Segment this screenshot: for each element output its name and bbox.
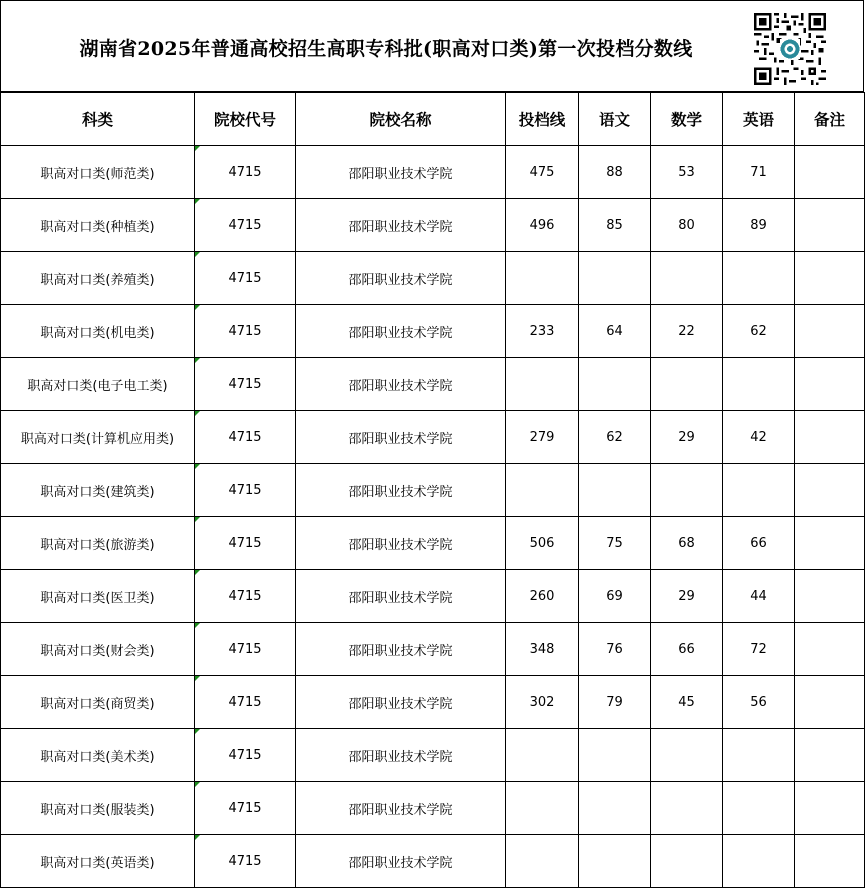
table-row	[1, 729, 865, 782]
cell-category: 职高对口类(计算机应用类)	[1, 411, 195, 464]
cell-school-name: 邵阳职业技术学院	[296, 199, 506, 252]
cell-category: 职高对口类(建筑类)	[1, 464, 195, 517]
cell-cutoff-score: 302	[506, 676, 579, 729]
cell-category: 职高对口类(养殖类)	[1, 252, 195, 305]
cell-school-code: 4715	[195, 464, 296, 517]
cell-cutoff-score: 260	[506, 570, 579, 623]
table-row	[1, 411, 865, 464]
cell-math: 53	[651, 146, 723, 199]
cell-english	[723, 729, 795, 782]
cell-category: 职高对口类(服装类)	[1, 782, 195, 835]
table-row	[1, 252, 865, 305]
cell-remark	[795, 623, 865, 676]
cell-english: 44	[723, 570, 795, 623]
cell-cutoff-score	[506, 782, 579, 835]
cell-chinese: 69	[579, 570, 651, 623]
cell-chinese: 75	[579, 517, 651, 570]
cell-cutoff-score	[506, 729, 579, 782]
cell-remark	[795, 252, 865, 305]
cell-english	[723, 358, 795, 411]
cell-school-name: 邵阳职业技术学院	[296, 252, 506, 305]
cell-chinese: 88	[579, 146, 651, 199]
title-banner	[0, 0, 864, 92]
cell-english: 71	[723, 146, 795, 199]
table-row	[1, 517, 865, 570]
header-english: 英语	[723, 93, 795, 146]
cell-remark	[795, 464, 865, 517]
cell-chinese	[579, 358, 651, 411]
cell-school-name: 邵阳职业技术学院	[296, 676, 506, 729]
cell-chinese: 64	[579, 305, 651, 358]
cell-chinese	[579, 835, 651, 888]
qr-code-icon[interactable]	[754, 13, 826, 85]
cell-category: 职高对口类(电子电工类)	[1, 358, 195, 411]
cell-math	[651, 782, 723, 835]
cell-school-code: 4715	[195, 411, 296, 464]
cell-school-code: 4715	[195, 252, 296, 305]
cell-cutoff-score	[506, 464, 579, 517]
cell-school-code: 4715	[195, 570, 296, 623]
cell-school-code: 4715	[195, 146, 296, 199]
cell-school-name: 邵阳职业技术学院	[296, 729, 506, 782]
cell-school-code: 4715	[195, 358, 296, 411]
cell-english	[723, 252, 795, 305]
table-row	[1, 146, 865, 199]
score-table	[0, 92, 865, 888]
cell-chinese: 62	[579, 411, 651, 464]
cell-remark	[795, 729, 865, 782]
cell-school-name: 邵阳职业技术学院	[296, 782, 506, 835]
cell-math	[651, 358, 723, 411]
cell-math: 80	[651, 199, 723, 252]
header-school-name: 院校名称	[296, 93, 506, 146]
cell-school-name: 邵阳职业技术学院	[296, 358, 506, 411]
cell-category: 职高对口类(机电类)	[1, 305, 195, 358]
cell-cutoff-score: 506	[506, 517, 579, 570]
table-row	[1, 464, 865, 517]
cell-cutoff-score: 475	[506, 146, 579, 199]
table-row	[1, 358, 865, 411]
cell-math: 68	[651, 517, 723, 570]
cell-remark	[795, 676, 865, 729]
cell-cutoff-score: 496	[506, 199, 579, 252]
cell-school-name: 邵阳职业技术学院	[296, 835, 506, 888]
cell-category: 职高对口类(师范类)	[1, 146, 195, 199]
cell-school-code: 4715	[195, 517, 296, 570]
cell-category: 职高对口类(医卫类)	[1, 570, 195, 623]
cell-chinese: 76	[579, 623, 651, 676]
header-cutoff-score: 投档线	[506, 93, 579, 146]
header-remark: 备注	[795, 93, 865, 146]
cell-english	[723, 464, 795, 517]
header-school-code: 院校代号	[195, 93, 296, 146]
table-row	[1, 199, 865, 252]
cell-school-name: 邵阳职业技术学院	[296, 570, 506, 623]
cell-category: 职高对口类(财会类)	[1, 623, 195, 676]
cell-cutoff-score	[506, 252, 579, 305]
cell-school-name: 邵阳职业技术学院	[296, 305, 506, 358]
cell-category: 职高对口类(商贸类)	[1, 676, 195, 729]
cell-math: 29	[651, 570, 723, 623]
cell-school-name: 邵阳职业技术学院	[296, 464, 506, 517]
table-row	[1, 623, 865, 676]
cell-category: 职高对口类(英语类)	[1, 835, 195, 888]
cell-english: 72	[723, 623, 795, 676]
cell-school-code: 4715	[195, 199, 296, 252]
cell-cutoff-score: 279	[506, 411, 579, 464]
page-title: 湖南省2025年普通高校招生高职专科批(职高对口类)第一次投档分数线	[79, 37, 693, 60]
cell-remark	[795, 305, 865, 358]
cell-school-code: 4715	[195, 305, 296, 358]
cell-math	[651, 729, 723, 782]
cell-category: 职高对口类(旅游类)	[1, 517, 195, 570]
cell-chinese: 85	[579, 199, 651, 252]
cell-category: 职高对口类(种植类)	[1, 199, 195, 252]
cell-math	[651, 835, 723, 888]
cell-remark	[795, 517, 865, 570]
cell-math: 22	[651, 305, 723, 358]
cell-school-name: 邵阳职业技术学院	[296, 146, 506, 199]
cell-remark	[795, 358, 865, 411]
cell-english: 89	[723, 199, 795, 252]
cell-remark	[795, 835, 865, 888]
cell-cutoff-score: 233	[506, 305, 579, 358]
cell-chinese	[579, 729, 651, 782]
cell-chinese	[579, 464, 651, 517]
cell-remark	[795, 411, 865, 464]
cell-math	[651, 252, 723, 305]
table-row	[1, 676, 865, 729]
cell-school-code: 4715	[195, 676, 296, 729]
cell-english: 66	[723, 517, 795, 570]
table-row	[1, 305, 865, 358]
header-math: 数学	[651, 93, 723, 146]
cell-cutoff-score	[506, 835, 579, 888]
cell-math: 29	[651, 411, 723, 464]
cell-english	[723, 835, 795, 888]
cell-chinese	[579, 782, 651, 835]
cell-school-code: 4715	[195, 782, 296, 835]
cell-english: 62	[723, 305, 795, 358]
table-row	[1, 570, 865, 623]
header-category: 科类	[1, 93, 195, 146]
cell-school-name: 邵阳职业技术学院	[296, 411, 506, 464]
cell-english: 56	[723, 676, 795, 729]
cell-chinese: 79	[579, 676, 651, 729]
cell-category: 职高对口类(美术类)	[1, 729, 195, 782]
table-row	[1, 782, 865, 835]
cell-english	[723, 782, 795, 835]
cell-school-code: 4715	[195, 623, 296, 676]
cell-math: 45	[651, 676, 723, 729]
cell-english: 42	[723, 411, 795, 464]
cell-remark	[795, 146, 865, 199]
cell-school-code: 4715	[195, 729, 296, 782]
cell-school-code: 4715	[195, 835, 296, 888]
cell-remark	[795, 199, 865, 252]
table-row	[1, 835, 865, 888]
cell-chinese	[579, 252, 651, 305]
cell-remark	[795, 782, 865, 835]
cell-math	[651, 464, 723, 517]
cell-remark	[795, 570, 865, 623]
cell-cutoff-score	[506, 358, 579, 411]
header-row	[1, 93, 865, 146]
header-chinese: 语文	[579, 93, 651, 146]
cell-math: 66	[651, 623, 723, 676]
cell-cutoff-score: 348	[506, 623, 579, 676]
cell-school-name: 邵阳职业技术学院	[296, 623, 506, 676]
cell-school-name: 邵阳职业技术学院	[296, 517, 506, 570]
